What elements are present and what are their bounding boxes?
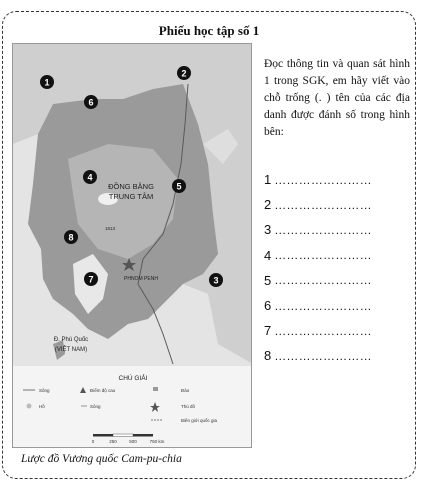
blank-number: 5 xyxy=(264,272,272,288)
svg-text:5: 5 xyxy=(176,181,182,192)
answer-blanks xyxy=(264,167,414,369)
blank-line-5[interactable] xyxy=(264,268,414,293)
blank-number: 2 xyxy=(264,197,272,213)
legend-island-icon xyxy=(153,387,158,391)
scale-bar-segment-3 xyxy=(133,434,153,437)
blank-line-4[interactable] xyxy=(264,243,414,268)
blank-dots: …………………… xyxy=(274,273,372,288)
instruction-text: Đọc thông tin và quan sát hình 1 trong SGK, em hãy viết vào chỗ trống (. ) tên của các địa danh được đánh số trong hình bên: xyxy=(264,58,410,138)
marker-2 xyxy=(177,66,191,80)
island-label-1: Đ. Phú Quốc xyxy=(53,337,89,343)
blank-number: 6 xyxy=(264,298,272,314)
blank-line-2[interactable] xyxy=(264,192,414,217)
map-caption: Lược đồ Vương quốc Cam-pu-chia xyxy=(21,453,182,465)
legend-lake-icon xyxy=(27,404,32,409)
legend-item-5: Sông xyxy=(90,404,101,409)
worksheet-frame xyxy=(2,11,416,479)
scale-label-0: 0 xyxy=(91,439,95,444)
cambodia-map xyxy=(12,43,252,448)
legend-item-6: Thủ đô xyxy=(181,404,196,409)
svg-text:1: 1 xyxy=(44,77,50,88)
scale-label-250: 250 xyxy=(109,439,117,444)
legend-item-1: Sông xyxy=(39,388,50,393)
blank-dots: …………………… xyxy=(274,323,372,338)
blank-dots: …………………… xyxy=(274,348,372,363)
svg-text:8: 8 xyxy=(68,232,74,243)
svg-text:4: 4 xyxy=(87,172,93,183)
marker-7 xyxy=(84,272,98,286)
legend-item-4: Hồ xyxy=(39,404,45,409)
blank-dots: …………………… xyxy=(274,298,372,313)
marker-3 xyxy=(209,273,223,287)
blank-number: 7 xyxy=(264,323,272,339)
blank-dots: …………………… xyxy=(274,248,372,263)
blank-line-1[interactable] xyxy=(264,167,414,192)
capital-label: PHNOM PENH xyxy=(124,276,158,282)
blank-number: 1 xyxy=(264,172,272,188)
peak-label: 1813 xyxy=(105,226,116,231)
blank-line-3[interactable] xyxy=(264,217,414,242)
scale-label-500: 500 xyxy=(129,439,137,444)
region-label-2: TRUNG TÂM xyxy=(108,192,154,201)
marker-8 xyxy=(64,230,78,244)
legend-item-3: Đảo xyxy=(181,388,190,393)
marker-5 xyxy=(172,179,186,193)
scale-label-750: 750 km xyxy=(149,439,165,444)
map-legend xyxy=(13,366,252,448)
legend-title: CHÚ GIẢI xyxy=(118,375,148,382)
island-label-2: (VIỆT NAM) xyxy=(54,347,88,353)
marker-1 xyxy=(40,75,54,89)
svg-text:7: 7 xyxy=(88,274,94,285)
region-label-1: ĐỒNG BẰNG xyxy=(108,182,154,191)
blank-line-6[interactable] xyxy=(264,293,414,318)
blank-number: 3 xyxy=(264,222,272,238)
blank-line-7[interactable] xyxy=(264,318,414,343)
svg-text:2: 2 xyxy=(181,68,187,79)
legend-item-7: Biên giới quốc gia xyxy=(181,418,217,423)
scale-bar-segment-2 xyxy=(113,434,133,437)
map-svg xyxy=(13,44,252,448)
blank-dots: …………………… xyxy=(274,197,372,212)
scale-bar-segment-1 xyxy=(93,434,113,437)
marker-6 xyxy=(84,95,98,109)
legend-item-2: Điểm độ cao xyxy=(90,388,116,393)
blank-dots: …………………… xyxy=(274,172,372,187)
svg-text:3: 3 xyxy=(213,275,219,286)
blank-line-8[interactable] xyxy=(264,343,414,368)
marker-4 xyxy=(83,170,97,184)
blank-number: 8 xyxy=(264,348,272,364)
worksheet-title: Phiếu học tập số 1 xyxy=(158,23,260,38)
blank-number: 4 xyxy=(264,247,272,263)
blank-dots: …………………… xyxy=(274,222,372,237)
svg-text:6: 6 xyxy=(88,97,94,108)
